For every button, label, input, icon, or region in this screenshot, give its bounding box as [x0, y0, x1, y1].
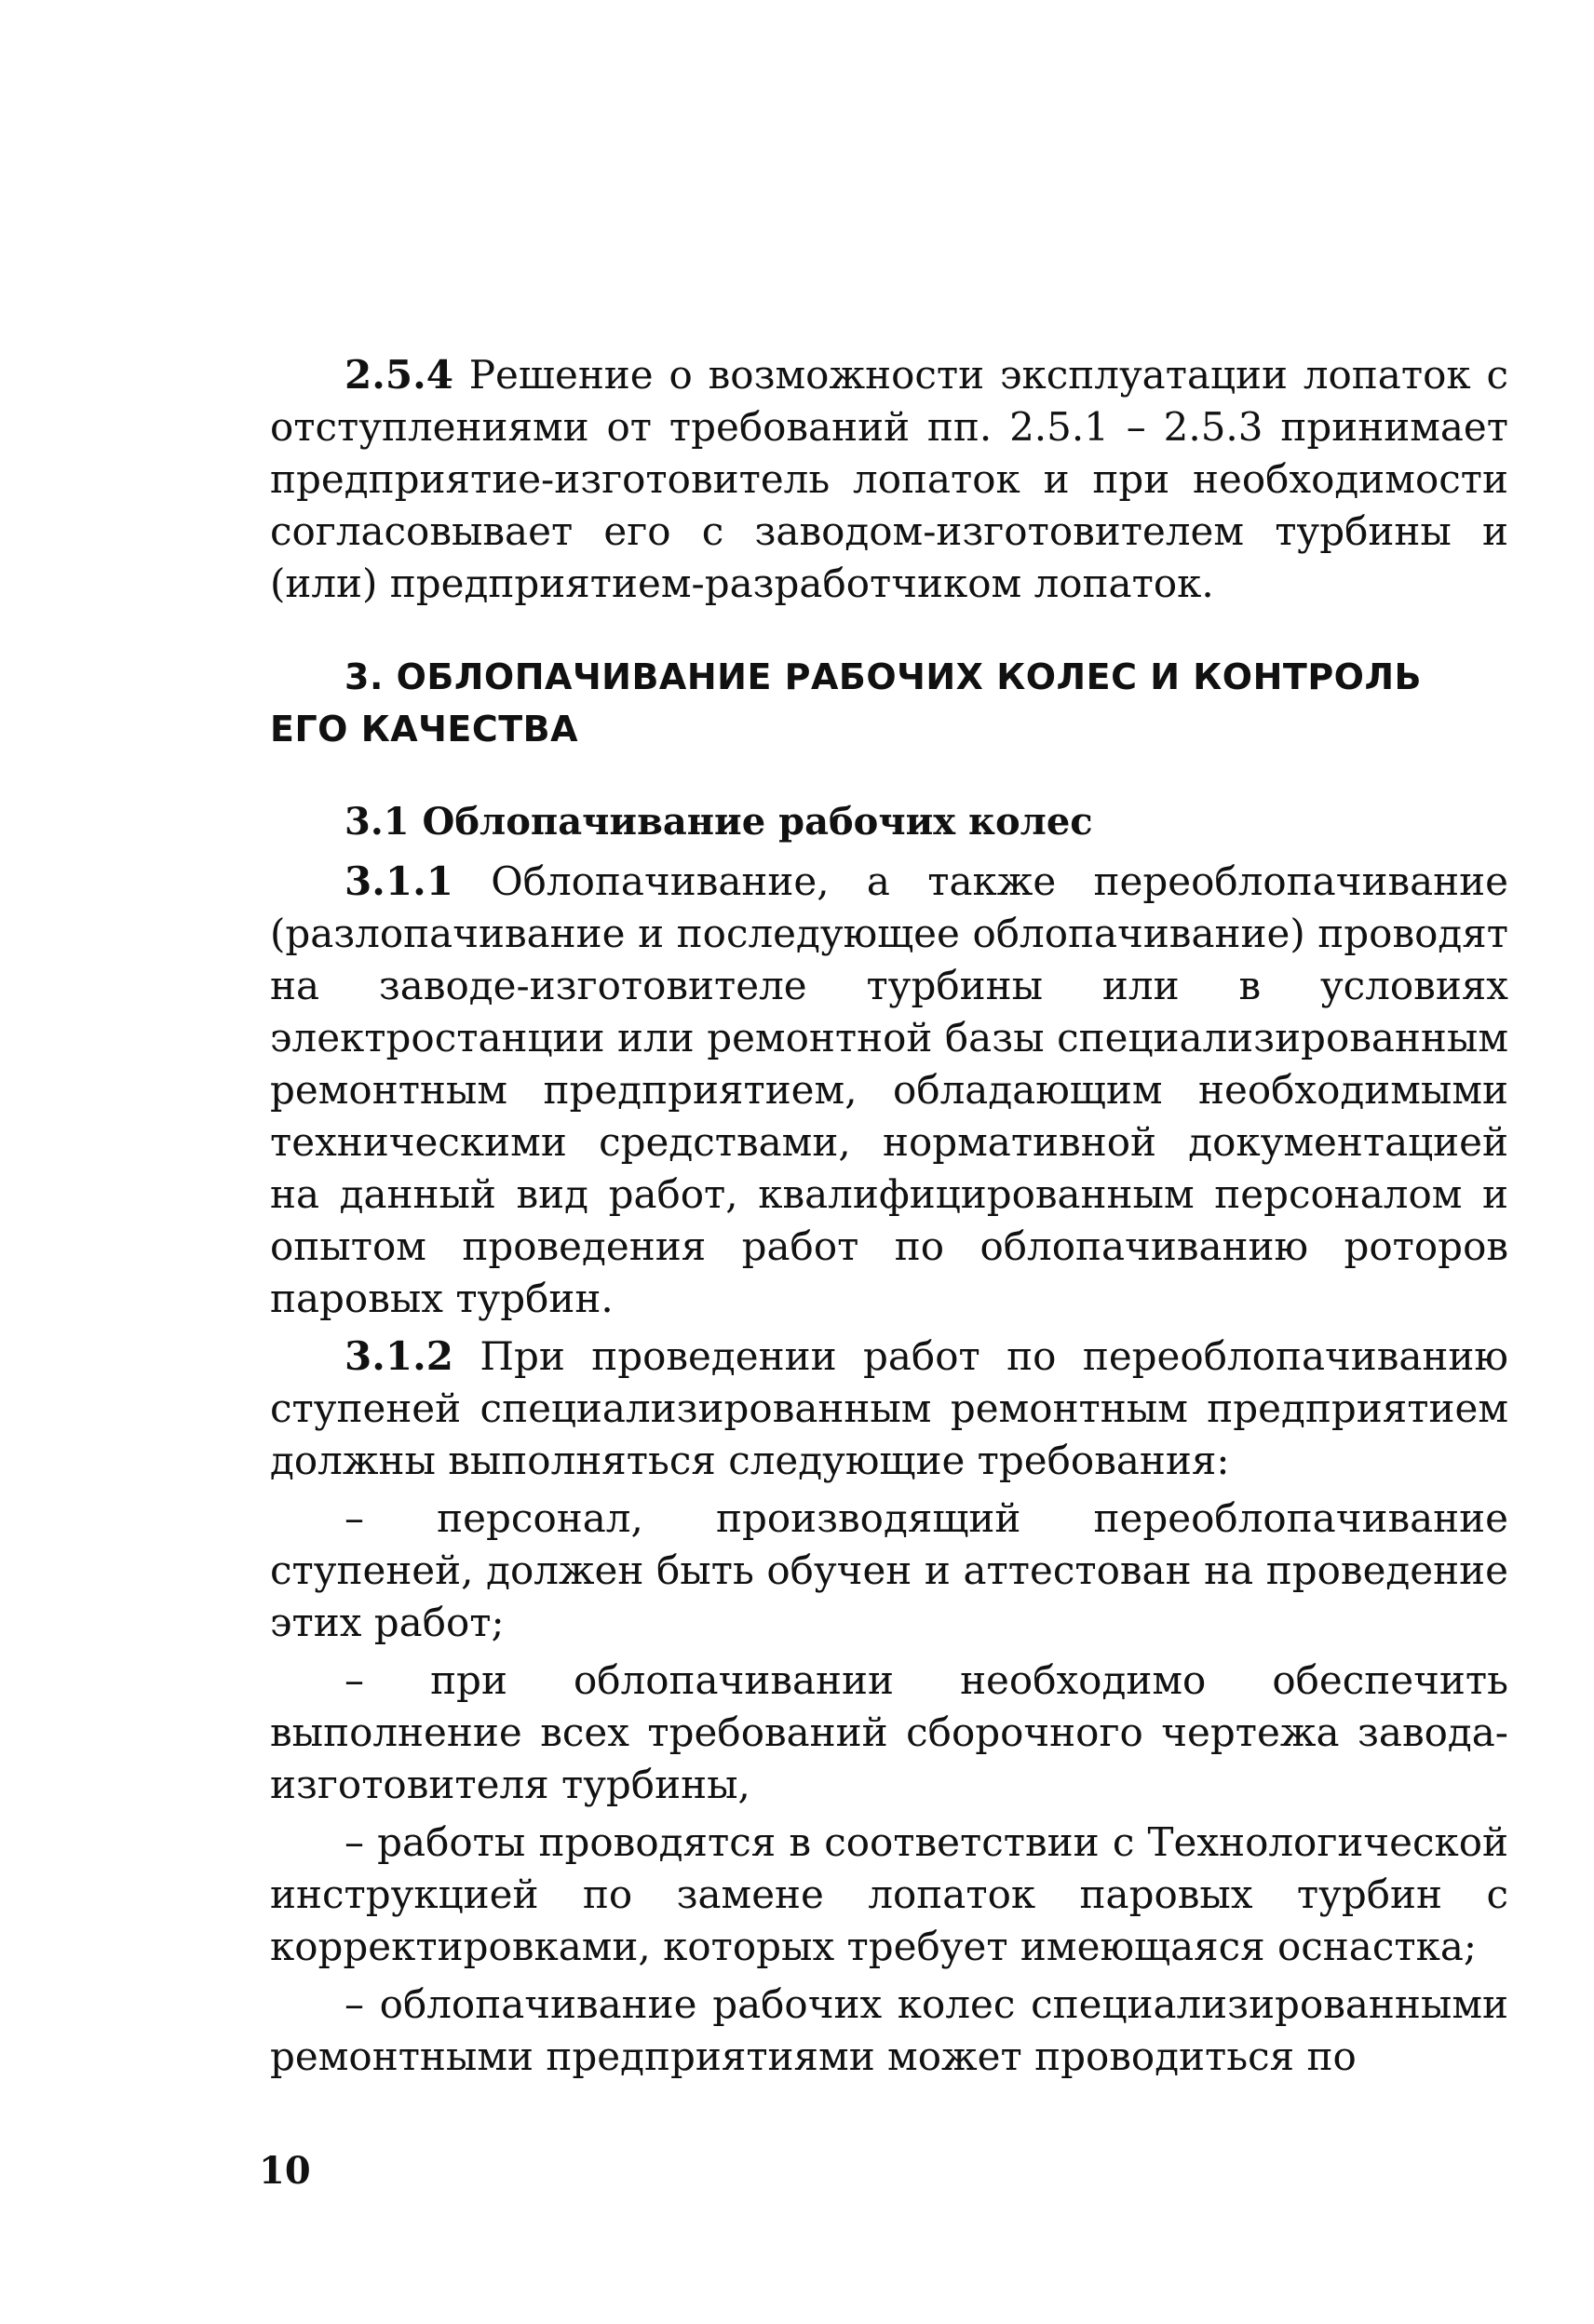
list-item: – облопачивание рабочих колес специализированными ремонтными предприятиями может проводиться по [270, 1981, 1508, 2079]
paragraph-2-5-4 [270, 349, 1508, 610]
paragraph-3-1-2 [270, 1331, 1508, 1487]
page-number: 10 [259, 2149, 311, 2193]
paragraph-3-1-1 [270, 856, 1508, 1325]
subsection-heading-3-1: 3.1 Облопачивание рабочих колес [344, 800, 1093, 844]
section-heading-3: 3. ОБЛОПАЧИВАНИЕ РАБОЧИХ КОЛЕС И КОНТРОЛЬ ЕГО КАЧЕСТВА [270, 656, 1422, 750]
paragraph-number: 3.1.2 [344, 1333, 453, 1379]
paragraph-number: 3.1.1 [344, 858, 453, 904]
list-item: – работы проводятся в соответствии с Технологической инструкцией по замене лопаток паровых турбин с корректировками, которых требует имеющаяся оснастка; [270, 1819, 1508, 1969]
list-item: – при облопачивании необходимо обеспечить выполнение всех требований сборочного чертежа завода-изготовителя турбины, [270, 1657, 1508, 1807]
paragraph-text: Решение о возможности эксплуатации лопаток с отступлениями от требований пп. 2.5.1 – 2.5.3 принимает предприятие-изготовитель лопаток и при необходимости согласовывает его с заводом-изготовителем турбины и (или) предприятием-разработчиком лопаток. [270, 352, 1508, 606]
paragraph-number: 2.5.4 [344, 352, 453, 398]
paragraph-text: Облопачивание, а также переоблопачивание (разлопачивание и последующее облопачивание) проводят на заводе-изготовителе турбины или в условиях электростанции или ремонтной базы специализированным ремонтным предприятием, обладающим необходимыми техническими средствами, нормативной документацией на данный вид работ, квалифицированным персоналом и опытом проведения работ по облопачиванию роторов паровых турбин. [270, 858, 1508, 1321]
list-item: – персонал, производящий переоблопачивание ступеней, должен быть обучен и аттестован на проведение этих работ; [270, 1495, 1508, 1645]
text-column [270, 349, 1508, 2083]
paragraph-text: При проведении работ по переоблопачиванию ступеней специализированным ремонтным предприятием должны выполняться следующие требования: [270, 1333, 1508, 1483]
